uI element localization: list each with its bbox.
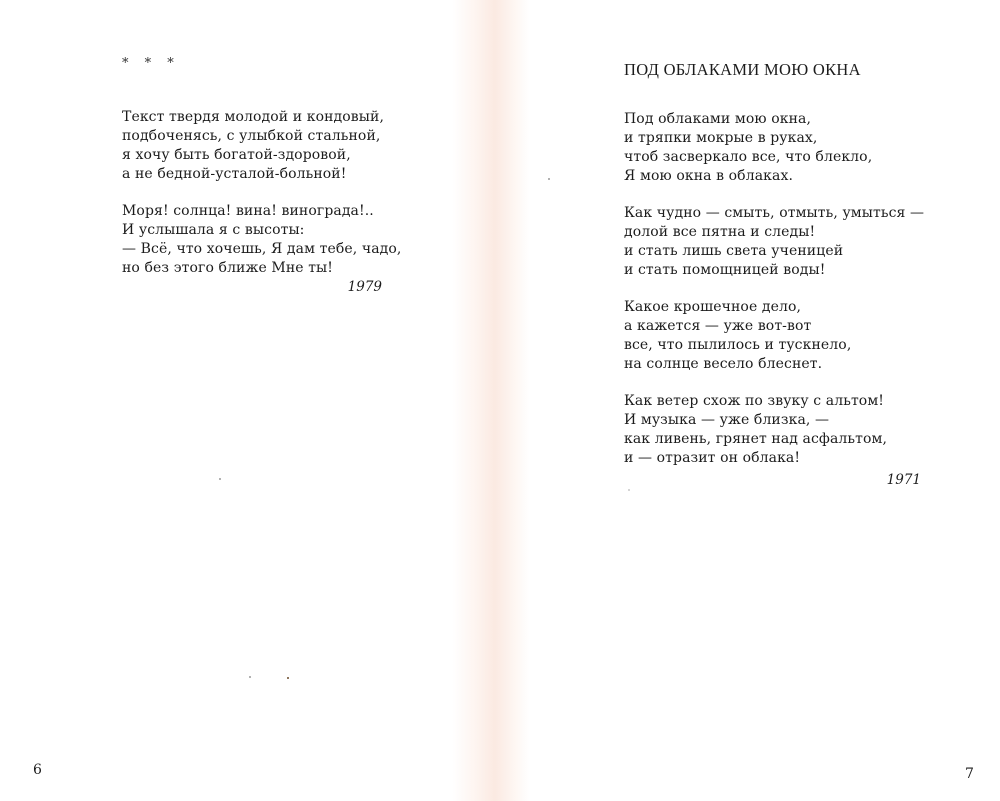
paper-speck <box>287 677 289 679</box>
poem-line: Текст твердя молодой и кондовый, <box>122 109 385 125</box>
poem-line: и тряпки мокрые в руках, <box>624 130 818 146</box>
left-page <box>0 0 485 801</box>
poem-line: и стать лишь света ученицей <box>624 243 844 259</box>
poem-line: на солнце весело блеснет. <box>624 356 823 372</box>
poem-line: я хочу быть богатой-здоровой, <box>122 147 351 163</box>
poem-line: и стать помощницей воды! <box>624 262 826 278</box>
poem-line: все, что пылилось и тускнело, <box>624 337 852 353</box>
poem-line: долой все пятна и следы! <box>624 224 816 240</box>
poem-date: 1979 <box>347 279 382 295</box>
poem-line: Я мою окна в облаках. <box>624 168 793 184</box>
page-number: 7 <box>965 766 974 782</box>
paper-speck <box>628 489 630 491</box>
paper-speck <box>219 478 221 480</box>
poem-line: Как ветер схож по звуку с альтом! <box>624 393 885 409</box>
poem-line: подбоченясь, с улыбкой стальной, <box>122 128 381 144</box>
poem-date: 1971 <box>886 472 921 488</box>
poem-line: чтоб засверкало все, что блекло, <box>624 149 873 165</box>
page-number: 6 <box>33 762 42 778</box>
poem-line: и — отразит он облака! <box>624 450 801 466</box>
poem-body <box>122 108 401 296</box>
poem-line: И музыка — уже близка, — <box>624 412 830 428</box>
poem-line: а не бедной-усталой-больной! <box>122 166 347 182</box>
poem-line: И услышала я с высоты: <box>122 222 305 238</box>
poem-line: но без этого ближе Мне ты! <box>122 260 334 276</box>
stanza <box>122 108 401 184</box>
stanza <box>624 298 924 374</box>
stanza <box>624 392 924 468</box>
poem-line: как ливень, грянет над асфальтом, <box>624 431 888 447</box>
poem-line: а кажется — уже вот-вот <box>624 318 812 334</box>
poem-line: Под облаками мою окна, <box>624 111 812 127</box>
poem-line: Моря! солнца! вина! винограда!.. <box>122 203 374 219</box>
poem-line: Какое крошечное дело, <box>624 299 802 315</box>
stanza <box>122 202 401 278</box>
poem-line: Как чудно — смыть, отмыть, умыться — <box>624 205 925 221</box>
poem-body <box>624 110 924 486</box>
section-separator: * * * <box>122 56 180 71</box>
right-page <box>515 0 1000 801</box>
stanza <box>624 110 924 186</box>
paper-speck <box>249 676 251 678</box>
stanza <box>624 204 924 280</box>
poem-title: ПОД ОБЛАКАМИ МОЮ ОКНА <box>624 60 861 79</box>
poem-line: — Всё, что хочешь, Я дам тебе, чадо, <box>122 241 402 257</box>
